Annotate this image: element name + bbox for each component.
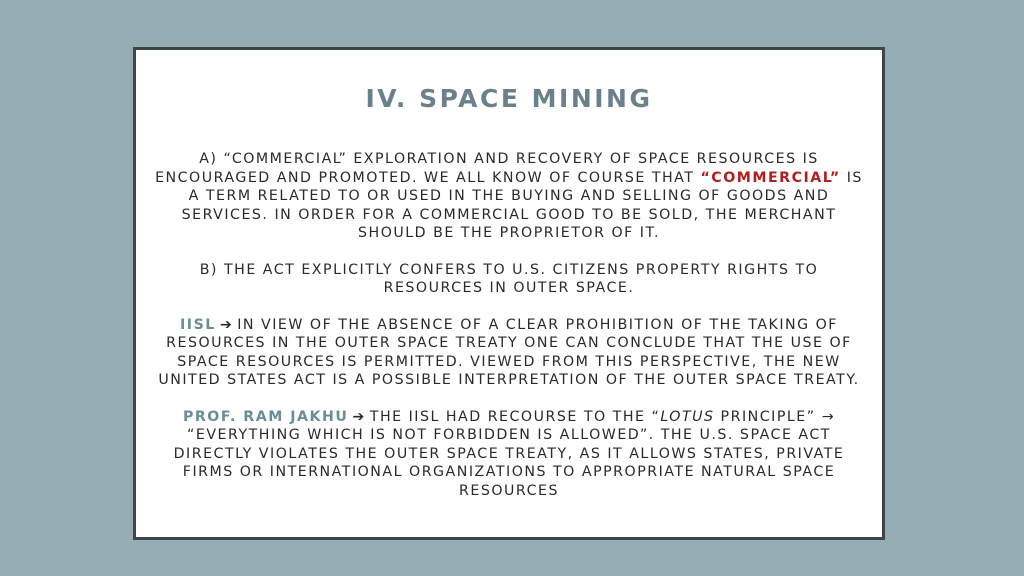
thin-arrow-icon: → (821, 408, 836, 425)
slide-title: IV. SPACE MINING (365, 84, 653, 113)
paragraph-b-text: B) THE ACT EXPLICITLY CONFERS TO U.S. CITIZENS PROPERTY RIGHTS TO RESOURCES IN OUTER SPACE. (199, 261, 819, 296)
paragraph-a (150, 150, 868, 243)
paragraph-a-text-1: A) “COMMERCIAL” EXPLORATION AND RECOVERY OF SPACE RESOURCES IS ENCOURAGED AND PROMOTED. WE ALL KNOW OF COURSE THAT (155, 151, 819, 186)
paragraph-iisl (150, 316, 868, 390)
prof-text-2: PRINCIPLE” (714, 408, 822, 425)
paragraph-a-text-2: IS A TERM RELATED TO OR USED IN THE BUYING AND SELLING OF GOODS AND SERVICES. IN ORDER FOR A COMMERCIAL GOOD TO BE SOLD, THE MERCHANT SHOULD BE THE PROPRIETOR OF IT. (181, 169, 863, 241)
prof-label: PROF. RAM JAKHU (182, 408, 349, 425)
arrow-right-icon: ➔ (219, 316, 234, 333)
arrow-right-icon: ➔ (352, 408, 366, 425)
lotus-italic: LOTUS (660, 408, 715, 425)
prof-text-1: THE IISL HAD RECOURSE TO THE “ (369, 408, 661, 425)
iisl-label: IISL (180, 316, 216, 333)
slide-body (150, 150, 868, 500)
paragraph-b (150, 261, 868, 298)
commercial-highlight: “COMMERCIAL” (700, 169, 841, 186)
prof-text-3: “EVERYTHING WHICH IS NOT FORBIDDEN IS ALLOWED”. THE U.S. SPACE ACT DIRECTLY VIOLATES THE OUTER SPACE TREATY, AS IT ALLOWS STATES, PRIVATE FIRMS OR INTERNATIONAL ORGANIZATIONS TO APPROPRIATE NATURAL SPACE RESOURCES (173, 427, 845, 499)
paragraph-prof (150, 408, 868, 501)
slide-card (133, 47, 885, 540)
iisl-text: IN VIEW OF THE ABSENCE OF A CLEAR PROHIBITION OF THE TAKING OF RESOURCES IN THE OUTER SPACE TREATY ONE CAN CONCLUDE THAT THE USE OF SPACE RESOURCES IS PERMITTED. VIEWED FROM THIS PERSPECTIVE, THE NEW UNITED STATES ACT IS A POSSIBLE INTERPRETATION OF THE OUTER SPACE TREATY. (158, 316, 860, 388)
